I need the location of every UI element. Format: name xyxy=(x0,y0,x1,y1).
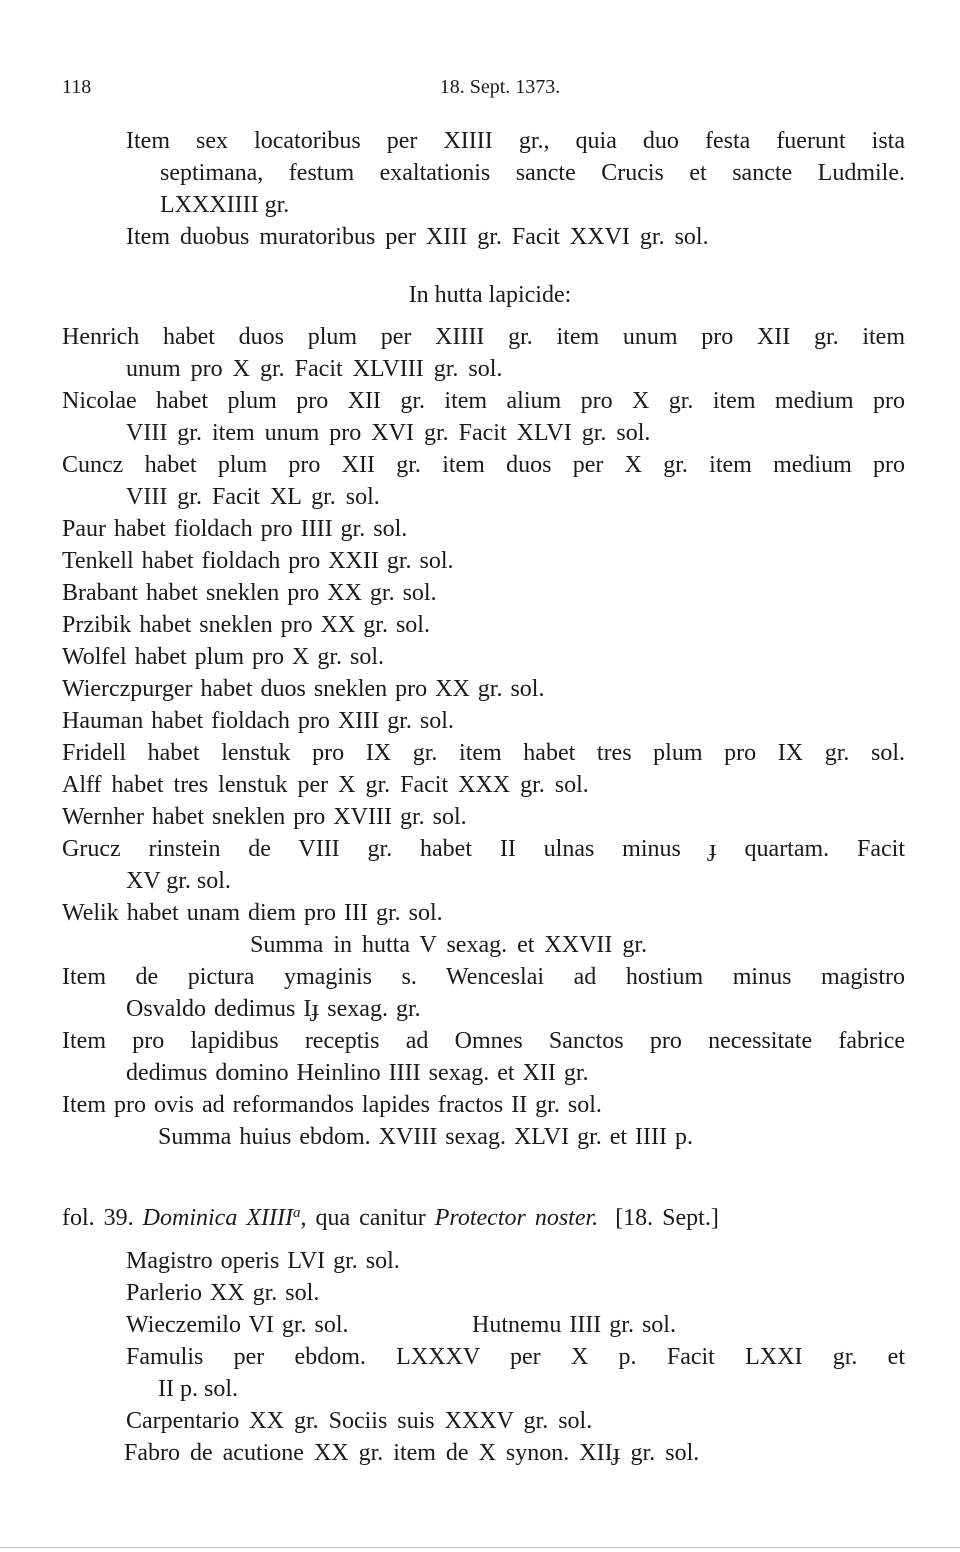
text-line: Alff habet tres lenstuk per X gr. Facit XXX gr. sol. xyxy=(62,772,589,798)
text-line: Item pro ovis ad reformandos lapides fractos II gr. sol. xyxy=(62,1092,602,1118)
section-heading: In hutta lapicide: xyxy=(408,282,572,308)
folio-date: [18. Sept.] xyxy=(615,1205,719,1231)
folio-middle: , qua canitur xyxy=(300,1205,435,1231)
text-line: Item de pictura ymaginis s. Wenceslai ad hostium minus magistro xyxy=(62,964,905,990)
text-line: VIII gr. Facit XL gr. sol. xyxy=(126,484,380,510)
summary-line: Summa in hutta V sexag. et XXVII gr. xyxy=(250,932,648,958)
text-line: Wierczpurger habet duos sneklen pro XX gr. sol. xyxy=(62,676,545,702)
text-line: Wernher habet sneklen pro XVIII gr. sol. xyxy=(62,804,467,830)
text-line: Tenkell habet fioldach pro XXII gr. sol. xyxy=(62,548,454,574)
text-line: Item pro lapidibus receptis ad Omnes Sanctos pro necessitate fabrice xyxy=(62,1028,905,1054)
text-line: unum pro X gr. Facit XLVIII gr. sol. xyxy=(126,356,503,382)
summary-line: Summa huius ebdom. XVIII sexag. XLVI gr. et IIII p. xyxy=(158,1124,694,1150)
text-line: Fabro de acutione XX gr. item de X synon. XIIɟ gr. sol. xyxy=(124,1440,700,1466)
text-line: Henrich habet duos plum per XIIII gr. item unum pro XII gr. item xyxy=(62,324,905,350)
text-line: Parlerio XX gr. sol. xyxy=(126,1280,320,1306)
text-line: Famulis per ebdom. LXXXV per X p. Facit LXXI gr. et xyxy=(126,1344,905,1370)
folio-title: Dominica XIIII xyxy=(142,1205,293,1231)
text-line: Brabant habet sneklen pro XX gr. sol. xyxy=(62,580,437,606)
text-line: Przibik habet sneklen pro XX gr. sol. xyxy=(62,612,430,638)
folio-chant: Protector noster. xyxy=(434,1205,599,1231)
text-line: Cuncz habet plum pro XII gr. item duos per X gr. item medium pro xyxy=(62,452,905,478)
text-line: dedimus domino Heinlino IIII sexag. et XII gr. xyxy=(126,1060,589,1086)
text-line: Fridell habet lenstuk pro IX gr. item habet tres plum pro IX gr. sol. xyxy=(62,740,905,766)
running-title: 18. Sept. 1373. xyxy=(439,76,561,98)
folio-title-superscript: a xyxy=(292,1205,301,1221)
text-line: Grucz rinstein de VIII gr. habet II ulnas minus ɟ quartam. Facit xyxy=(62,836,905,862)
text-line: VIII gr. item unum pro XVI gr. Facit XLVI gr. sol. xyxy=(126,420,651,446)
text-line: Magistro operis LVI gr. sol. xyxy=(126,1248,400,1274)
text-line: Hauman habet fioldach pro XIII gr. sol. xyxy=(62,708,454,734)
text-line: Paur habet fioldach pro IIII gr. sol. xyxy=(62,516,408,542)
folio-heading xyxy=(62,1198,719,1233)
text-line: Nicolae habet plum pro XII gr. item alium pro X gr. item medium pro xyxy=(62,388,905,414)
text-line: Carpentario XX gr. Sociis suis XXXV gr. sol. xyxy=(126,1408,593,1434)
text-line: septimana, festum exaltationis sancte Crucis et sancte Ludmile. xyxy=(160,160,905,186)
bottom-rule xyxy=(0,1547,960,1548)
text-line: LXXXIIII gr. xyxy=(160,192,290,218)
text-line: Hutnemu IIII gr. sol. xyxy=(472,1312,676,1338)
text-line: Welik habet unam diem pro III gr. sol. xyxy=(62,900,443,926)
text-line: Wolfel habet plum pro X gr. sol. xyxy=(62,644,385,670)
text-line: II p. sol. xyxy=(158,1376,238,1402)
text-line: XV gr. sol. xyxy=(126,868,231,894)
folio-number: fol. 39. xyxy=(62,1205,134,1231)
page-number: 118 xyxy=(62,76,92,98)
text-line: Item duobus muratoribus per XIII gr. Facit XXVI gr. sol. xyxy=(126,224,709,250)
text-line: Wieczemilo VI gr. sol. xyxy=(126,1312,349,1338)
text-line: Osvaldo dedimus Iɟ sexag. gr. xyxy=(126,996,421,1022)
text-line: Item sex locatoribus per XIIII gr., quia duo festa fuerunt ista xyxy=(126,128,905,154)
